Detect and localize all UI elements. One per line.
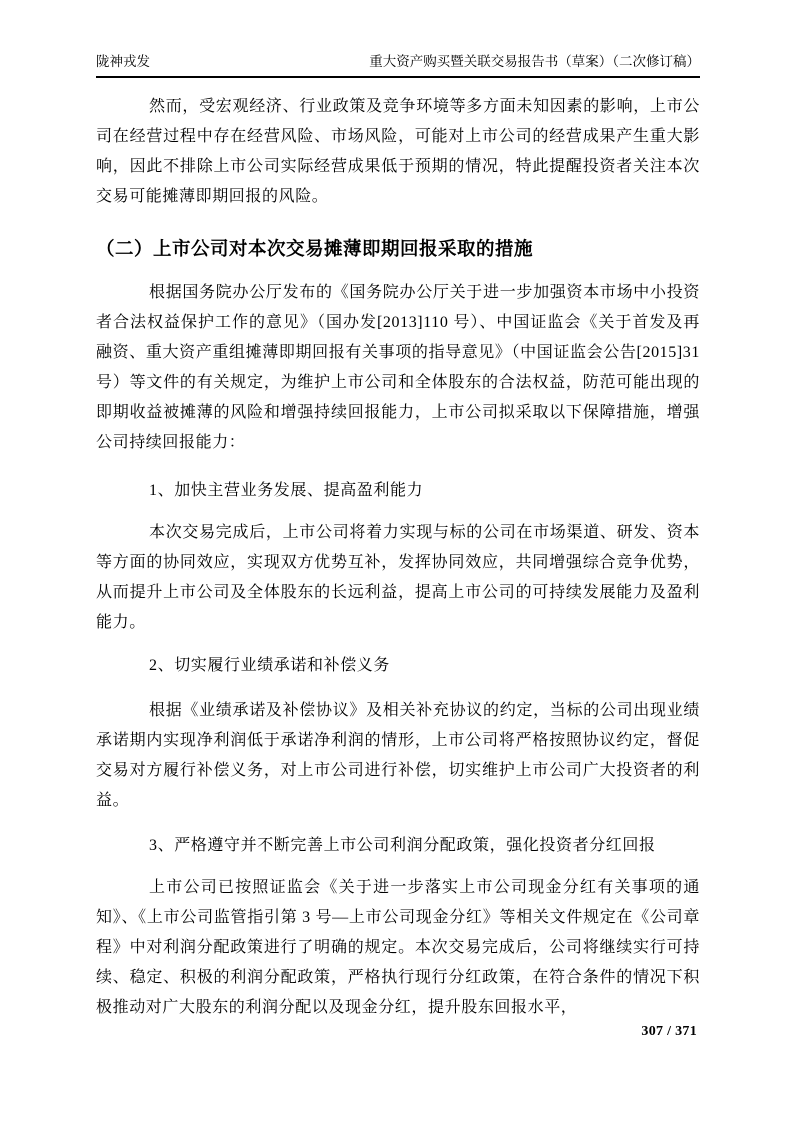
paragraph-item-1-body: 本次交易完成后，上市公司将着力实现与标的公司在市场渠道、研发、资本等方面的协同效应，实现双方优势互补，发挥协同效应，共同增强综合竞争优势，从而提升上市公司及全体股东的长远利益，提高上市公司的可持续发展能力及盈利能力。 [96,524,700,631]
paragraph-item-3-body: 上市公司已按照证监会《关于进一步落实上市公司现金分红有关事项的通知》、《上市公司监管指引第 3 号—上市公司现金分红》等相关文件规定在《公司章程》中对利润分配政策进行了明确的规定。本次交易完成后，公司将继续实行可持续、稳定、积极的利润分配政策，严格执行现行分红政策，在符合条件的情况下积极推动对广大股东的利润分配以及现金分红，提升股东回报水平， [96,879,700,1016]
page-number: 307 / 371 [641,1024,697,1039]
item-3-title: 3、严格遵守并不断完善上市公司利润分配政策，强化投资者分红回报 [149,837,656,854]
section-heading-measures: （二）上市公司对本次交易摊薄即期回报采取的措施 [96,238,534,259]
item-2-title: 2、切实履行业绩承诺和补偿义务 [149,657,391,674]
header-company-name: 陇神戎发 [96,54,150,69]
paragraph-risk-warning: 然而，受宏观经济、行业政策及竞争环境等多方面未知因素的影响，上市公司在经营过程中存在经营风险、市场风险，可能对上市公司的经营成果产生重大影响，因此不排除上市公司实际经营成果低于预期的情况，特此提醒投资者关注本次交易可能摊薄即期回报的风险。 [96,98,700,205]
header-report-title: 重大资产购买暨关联交易报告书（草案）（二次修订稿） [369,54,700,69]
paragraph-item-2-body: 根据《业绩承诺及补偿协议》及相关补充协议的约定，当标的公司出现业绩承诺期内实现净利润低于承诺净利润的情形，上市公司将严格按照协议约定，督促交易对方履行补偿义务，对上市公司进行补偿，切实维护上市公司广大投资者的利益。 [96,702,700,809]
paragraph-regulation-basis: 根据国务院办公厅发布的《国务院办公厅关于进一步加强资本市场中小投资者合法权益保护工作的意见》（国办发[2013]110 号）、中国证监会《关于首发及再融资、重大资产重组摊薄即期回报有关事项的指导意见》（中国证监会公告[2015]31 号）等文件的有关规定，为维护上市公司和全体股东的合法权益，防范可能出现的即期收益被摊薄的风险和增强持续回报能力，上市公司拟采取以下保障措施，增强公司持续回报能力： [96,284,700,451]
page-header [96,53,700,78]
item-1-title: 1、加快主营业务发展、提高盈利能力 [149,482,424,499]
page-content [96,78,700,1023]
